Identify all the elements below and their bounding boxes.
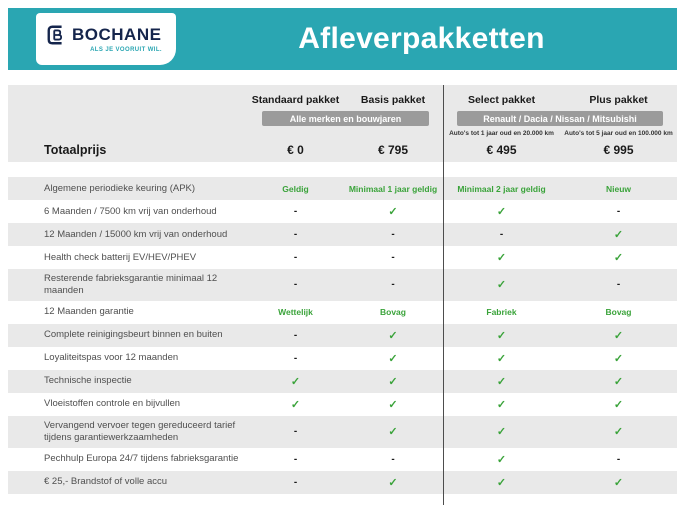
table-body — [8, 177, 677, 494]
dash-mark: - — [293, 352, 298, 364]
dash-mark: - — [391, 453, 395, 465]
dash-mark: - — [293, 453, 298, 465]
total-label: Totaalprijs — [44, 143, 107, 157]
check-icon: ✓ — [290, 375, 301, 388]
page-title: Afleverpakketten — [298, 22, 545, 55]
dash-mark: - — [616, 279, 621, 291]
logo-row — [46, 24, 166, 46]
column-header-standaard: Standaard pakket — [251, 94, 340, 106]
check-icon: ✓ — [388, 206, 398, 218]
column-notes-row — [8, 128, 677, 138]
check-icon: ✓ — [613, 375, 624, 388]
table-row — [8, 370, 677, 393]
note-standaard — [248, 128, 343, 138]
dash-mark: - — [391, 279, 395, 291]
cell-text: Minimaal 1 jaar geldig — [348, 183, 438, 194]
cell-text: Bovag — [380, 307, 406, 318]
check-icon: ✓ — [388, 352, 398, 365]
dash-mark: - — [293, 206, 298, 217]
check-icon: ✓ — [496, 426, 507, 439]
cell-text: Minimaal 2 jaar geldig — [457, 183, 546, 194]
cell-text: Nieuw — [605, 183, 632, 194]
check-icon: ✓ — [290, 398, 301, 411]
price-basis: € 795 — [377, 143, 409, 157]
cell-text: Fabriek — [486, 307, 517, 318]
price-standaard: € 0 — [287, 143, 304, 157]
dash-mark: - — [293, 229, 298, 240]
dash-mark: - — [391, 252, 395, 263]
row-label: Vloeistoffen controle en bijvullen — [44, 398, 181, 410]
row-label: Algemene periodieke keuring (APK) — [44, 182, 196, 194]
logo-tagline: ALS JE VOORUIT WIL. — [90, 47, 162, 53]
check-icon: ✓ — [388, 375, 398, 388]
row-label: Vervangend vervoer tegen gereduceerd tarief tijdens garantiewerkzaamheden — [44, 419, 236, 443]
check-icon: ✓ — [388, 426, 398, 439]
row-label: 6 Maanden / 7500 km vrij van onderhoud — [44, 205, 217, 217]
column-headers-row — [8, 92, 677, 110]
check-icon: ✓ — [496, 206, 507, 218]
row-label: Pechhulp Europa 24/7 tijdens fabrieksgarantie — [44, 453, 239, 465]
check-icon: ✓ — [613, 329, 624, 342]
row-label: € 25,- Brandstof of volle accu — [44, 476, 168, 488]
check-icon: ✓ — [496, 329, 507, 342]
check-icon: ✓ — [496, 279, 507, 292]
dash-mark: - — [293, 426, 298, 438]
table-header — [8, 85, 677, 162]
row-label: Loyaliteitspas voor 12 maanden — [44, 352, 179, 364]
check-icon: ✓ — [388, 398, 398, 411]
table-row — [8, 200, 677, 223]
dash-mark: - — [616, 453, 621, 465]
note-basis — [343, 128, 443, 138]
column-header-basis: Basis pakket — [360, 94, 426, 106]
cell-text: Bovag — [605, 307, 632, 318]
empty-cell — [8, 128, 248, 138]
group-divider — [443, 85, 444, 505]
dash-mark: - — [293, 279, 298, 291]
table-row — [8, 269, 677, 301]
row-label: 12 Maanden / 15000 km vrij van onderhoud — [44, 228, 228, 240]
total-price-row — [8, 138, 677, 162]
note-plus: Auto's tot 5 jaar oud en 100.000 km — [564, 130, 673, 137]
check-icon: ✓ — [613, 252, 624, 264]
dash-mark: - — [293, 329, 298, 341]
row-label: 12 Maanden garantie — [44, 306, 134, 318]
empty-cell — [8, 110, 248, 128]
table-row — [8, 393, 677, 416]
check-icon: ✓ — [613, 476, 624, 489]
row-label: Health check batterij EV/HEV/PHEV — [44, 251, 197, 263]
dash-mark: - — [293, 476, 298, 488]
table-row — [8, 177, 677, 200]
column-header-select: Select pakket — [467, 94, 536, 106]
bochane-b-icon — [46, 24, 68, 46]
price-plus: € 995 — [603, 143, 634, 157]
dash-mark: - — [293, 252, 298, 263]
group-badge-all-brands: Alle merken en bouwjaren — [262, 111, 429, 126]
row-label: Resterende fabrieksgarantie minimaal 12 maanden — [44, 273, 218, 296]
check-icon: ✓ — [496, 398, 507, 411]
header-body-gap — [8, 162, 677, 177]
check-icon: ✓ — [388, 476, 398, 489]
empty-corner — [8, 92, 248, 110]
column-header-plus: Plus pakket — [589, 94, 648, 106]
dash-mark: - — [616, 206, 621, 217]
bochane-logo — [36, 13, 176, 65]
check-icon: ✓ — [496, 476, 507, 489]
check-icon: ✓ — [613, 398, 624, 411]
group-badge-renault-group: Renault / Dacia / Nissan / Mitsubishi — [457, 111, 663, 126]
check-icon: ✓ — [613, 352, 624, 365]
check-icon: ✓ — [496, 375, 507, 388]
check-icon: ✓ — [496, 352, 507, 365]
table-row — [8, 324, 677, 347]
table-row — [8, 223, 677, 246]
check-icon: ✓ — [388, 329, 398, 342]
cell-text: Geldig — [282, 183, 309, 194]
check-icon: ✓ — [496, 252, 507, 264]
packages-table — [8, 85, 677, 494]
row-label: Technische inspectie — [44, 375, 132, 387]
group-badges-row — [8, 110, 677, 128]
cell-text: Wettelijk — [278, 307, 313, 318]
check-icon: ✓ — [613, 426, 624, 439]
dash-mark: - — [391, 229, 395, 240]
table-row — [8, 246, 677, 269]
table-row — [8, 347, 677, 370]
table-row — [8, 471, 677, 494]
header-bar — [8, 8, 677, 70]
check-icon: ✓ — [496, 453, 507, 466]
logo-name: BOCHANE — [72, 25, 162, 44]
price-select: € 495 — [486, 143, 517, 157]
table-row — [8, 416, 677, 448]
row-label: Complete reinigingsbeurt binnen en buiten — [44, 329, 223, 341]
note-select: Auto's tot 1 jaar oud en 20.000 km — [449, 130, 554, 137]
table-row — [8, 301, 677, 324]
dash-mark: - — [499, 229, 504, 240]
check-icon: ✓ — [613, 229, 624, 241]
table-row — [8, 448, 677, 471]
